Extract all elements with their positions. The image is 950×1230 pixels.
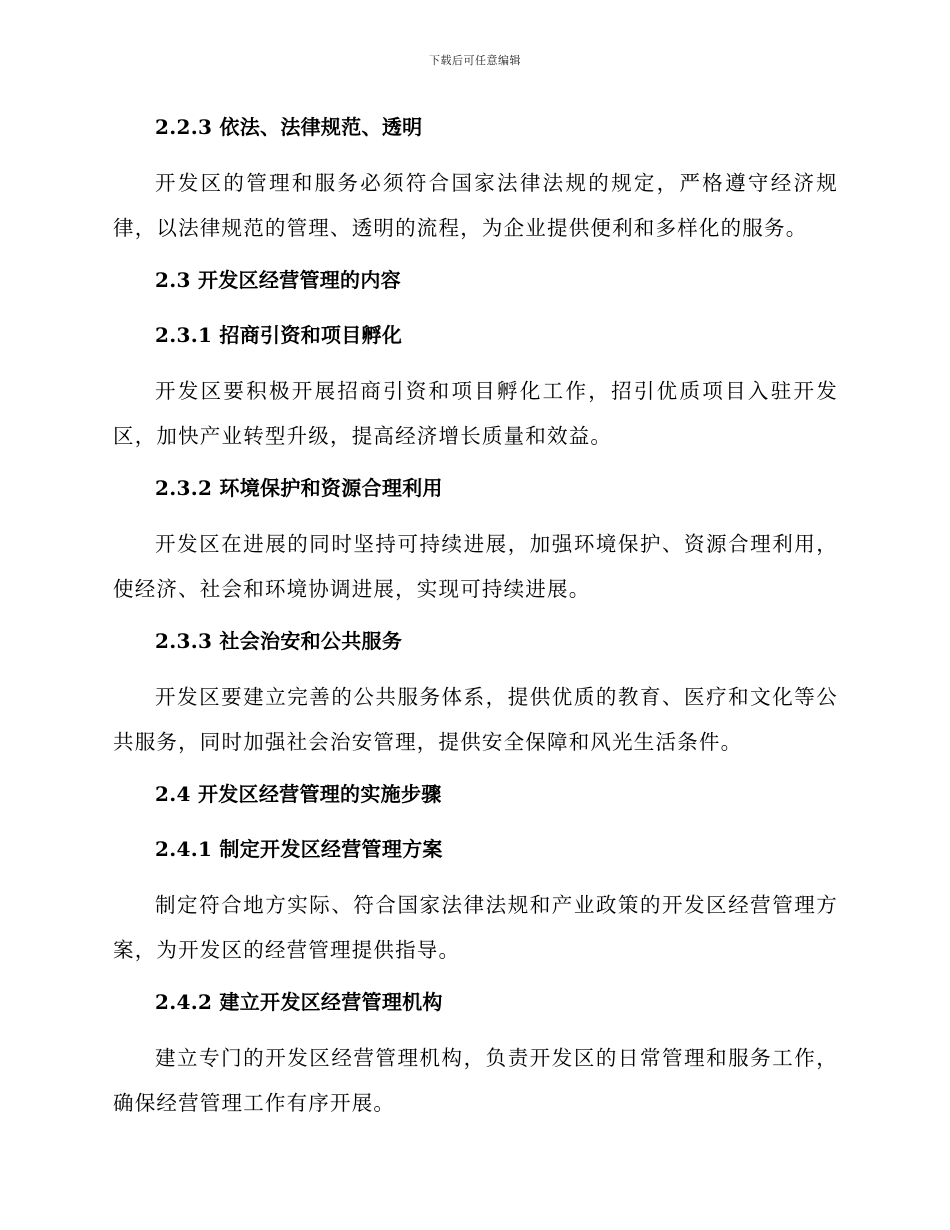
section-paragraph-2-4-1: 制定符合地方实际、符合国家法律法规和产业政策的开发区经营管理方案，为开发区的经营管理提供指导。	[113, 893, 838, 962]
section-paragraph-2-3-2: 开发区在进展的同时坚持可持续进展，加强环境保护、资源合理利用，使经济、社会和环境协调进展，实现可持续进展。	[113, 532, 838, 601]
section-paragraph-2-4-2: 建立专门的开发区经营管理机构，负责开发区的日常管理和服务工作，确保经营管理工作有序开展。	[113, 1046, 838, 1115]
section-heading-2-3-3: 2.3.3 社会治安和公共服务	[155, 629, 403, 653]
document-body	[113, 106, 838, 1134]
section-heading-2-4-1: 2.4.1 制定开发区经营管理方案	[155, 837, 443, 861]
section-heading-2-3-2: 2.3.2 环境保护和资源合理利用	[155, 476, 443, 500]
page-header-note: 下载后可任意编辑	[429, 54, 521, 67]
section-heading-2-4-2: 2.4.2 建立开发区经营管理机构	[155, 990, 443, 1014]
section-paragraph-2-3-3: 开发区要建立完善的公共服务体系，提供优质的教育、医疗和文化等公共服务，同时加强社会治安管理，提供安全保障和风光生活条件。	[113, 685, 838, 754]
section-paragraph-2-2-3: 开发区的管理和服务必须符合国家法律法规的规定，严格遵守经济规律，以法律规范的管理、透明的流程，为企业提供便利和多样化的服务。	[113, 171, 838, 240]
section-paragraph-2-3-1: 开发区要积极开展招商引资和项目孵化工作，招引优质项目入驻开发区，加快产业转型升级，提高经济增长质量和效益。	[113, 379, 838, 448]
section-heading-2-3: 2.3 开发区经营管理的内容	[155, 268, 401, 292]
section-heading-2-2-3: 2.2.3 依法、法律规范、透明	[155, 115, 423, 139]
section-heading-2-3-1: 2.3.1 招商引资和项目孵化	[155, 323, 403, 347]
section-heading-2-4: 2.4 开发区经营管理的实施步骤	[155, 782, 442, 806]
